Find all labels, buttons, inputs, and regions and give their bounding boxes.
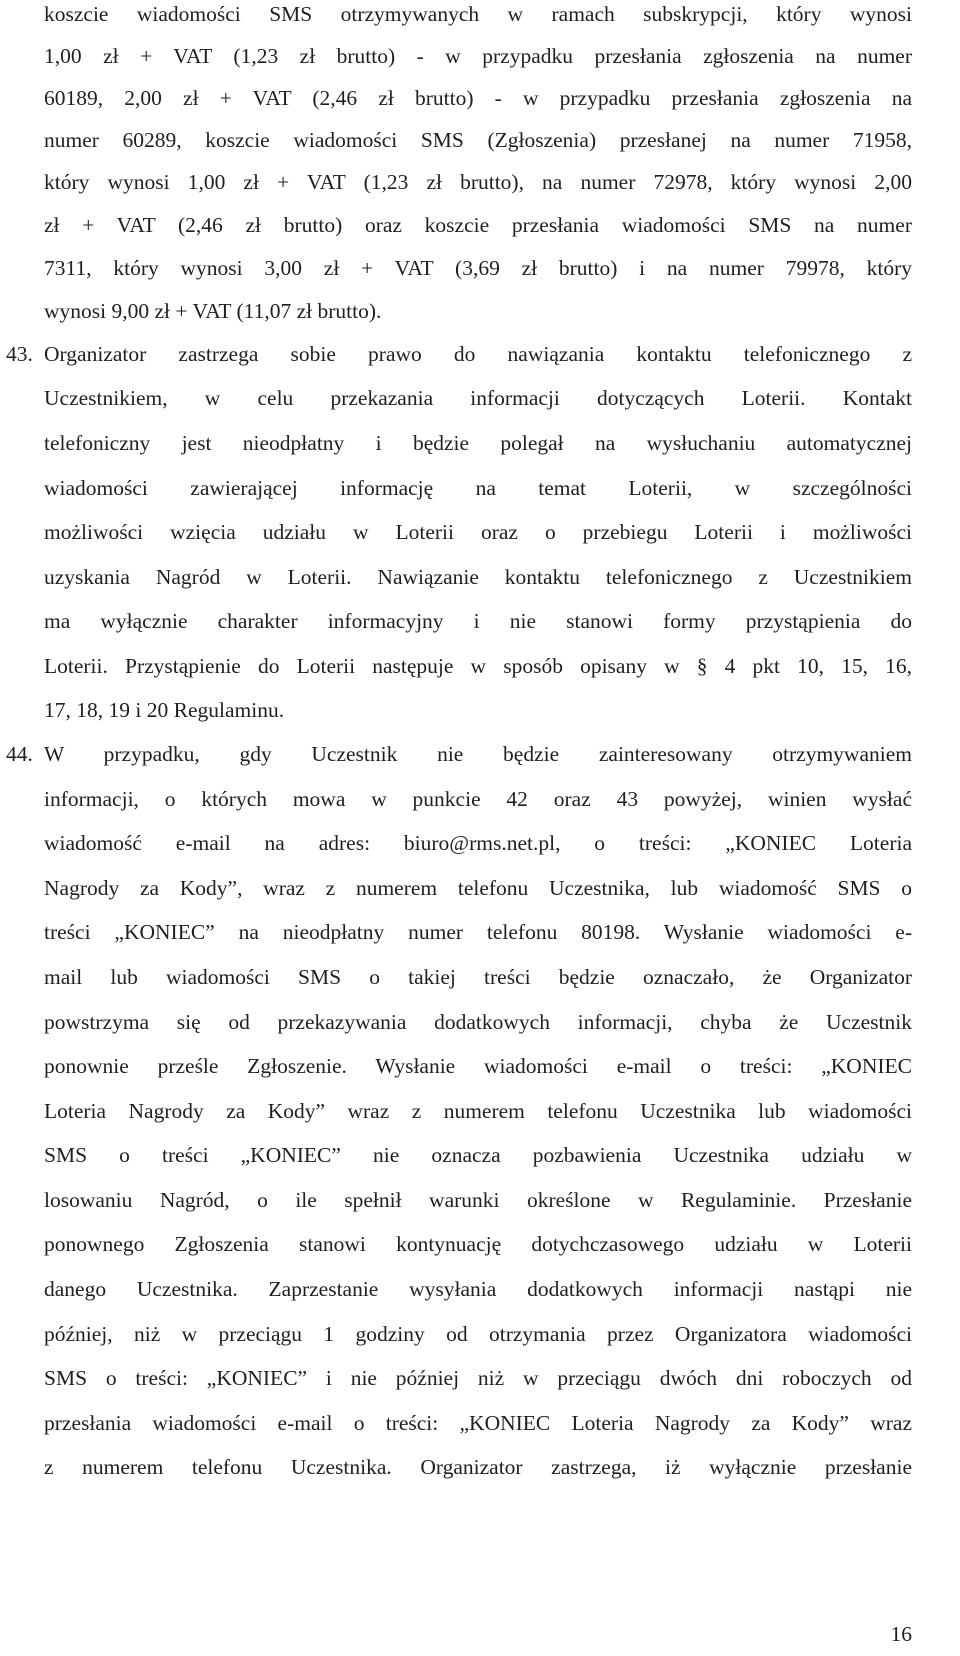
text-line: wynosi 9,00 zł + VAT (11,07 zł brutto). [44,299,382,323]
text-line: SMS o treści „KONIEC” nie oznacza pozbawienia Uczestnika udziału w [44,1143,912,1167]
text-line: wiadomość e-mail na adres: biuro@rms.net.pl, o treści: „KONIEC Loteria [44,831,912,855]
text-line: Loterii. Przystąpienie do Loterii następuje w sposób opisany w § 4 pkt 10, 15, 16, [44,654,912,678]
text-line: numer 60289, koszcie wiadomości SMS (Zgłoszenia) przesłanej na numer 71958, [44,128,912,152]
text-line: ponownego Zgłoszenia stanowi kontynuację dotychczasowego udziału w Loterii [44,1232,912,1256]
text-line: Nagrody za Kody”, wraz z numerem telefonu Uczestnika, lub wiadomość SMS o [44,876,912,900]
text-line: koszcie wiadomości SMS otrzymywanych w ramach subskrypcji, który wynosi [44,2,912,26]
text-line: danego Uczestnika. Zaprzestanie wysyłania dodatkowych informacji nastąpi nie [44,1277,912,1301]
text-line: informacji, o których mowa w punkcie 42 oraz 43 powyżej, winien wysłać [44,787,912,811]
text-line: możliwości wzięcia udziału w Loterii oraz o przebiegu Loterii i możliwości [44,520,912,544]
text-line: uzyskania Nagród w Loterii. Nawiązanie kontaktu telefonicznego z Uczestnikiem [44,565,912,589]
text-line: przesłania wiadomości e-mail o treści: „KONIEC Loteria Nagrody za Kody” wraz [44,1411,912,1435]
text-line: 17, 18, 19 i 20 Regulaminu. [44,698,285,722]
text-line: z numerem telefonu Uczestnika. Organizator zastrzega, iż wyłącznie przesłanie [44,1455,912,1479]
text-line: 7311, który wynosi 3,00 zł + VAT (3,69 zł brutto) i na numer 79978, który [44,256,912,280]
text-line: losowaniu Nagród, o ile spełnił warunki określone w Regulaminie. Przesłanie [44,1188,912,1212]
text-line: Loteria Nagrody za Kody” wraz z numerem telefonu Uczestnika lub wiadomości [44,1099,912,1123]
text-line: mail lub wiadomości SMS o takiej treści będzie oznaczało, że Organizator [44,965,912,989]
page-number: 16 [890,1622,912,1646]
text-line: ma wyłącznie charakter informacyjny i nie stanowi formy przystąpienia do [44,609,912,633]
text-line: W przypadku, gdy Uczestnik nie będzie zainteresowany otrzymywaniem [44,742,912,766]
text-line: wiadomości zawierającej informację na temat Loterii, w szczególności [44,476,912,500]
text-line: SMS o treści: „KONIEC” i nie później niż w przeciągu dwóch dni roboczych od [44,1366,912,1390]
text-line: treści „KONIEC” na nieodpłatny numer telefonu 80198. Wysłanie wiadomości e- [44,920,912,944]
paragraph-number: 43. [6,342,33,366]
text-line: później, niż w przeciągu 1 godziny od otrzymania przez Organizatora wiadomości [44,1322,912,1346]
text-line: telefoniczny jest nieodpłatny i będzie polegał na wysłuchaniu automatycznej [44,431,912,455]
paragraph-number: 44. [6,742,33,766]
text-line: Uczestnikiem, w celu przekazania informacji dotyczących Loterii. Kontakt [44,386,912,410]
text-line: który wynosi 1,00 zł + VAT (1,23 zł brutto), na numer 72978, który wynosi 2,00 [44,170,912,194]
text-line: powstrzyma się od przekazywania dodatkowych informacji, chyba że Uczestnik [44,1010,912,1034]
text-line: Organizator zastrzega sobie prawo do nawiązania kontaktu telefonicznego z [44,342,912,366]
text-line: ponownie prześle Zgłoszenie. Wysłanie wiadomości e-mail o treści: „KONIEC [44,1054,912,1078]
text-line: 1,00 zł + VAT (1,23 zł brutto) - w przypadku przesłania zgłoszenia na numer [44,44,912,68]
text-line: 60189, 2,00 zł + VAT (2,46 zł brutto) - w przypadku przesłania zgłoszenia na [44,86,912,110]
text-line: zł + VAT (2,46 zł brutto) oraz koszcie przesłania wiadomości SMS na numer [44,213,912,237]
